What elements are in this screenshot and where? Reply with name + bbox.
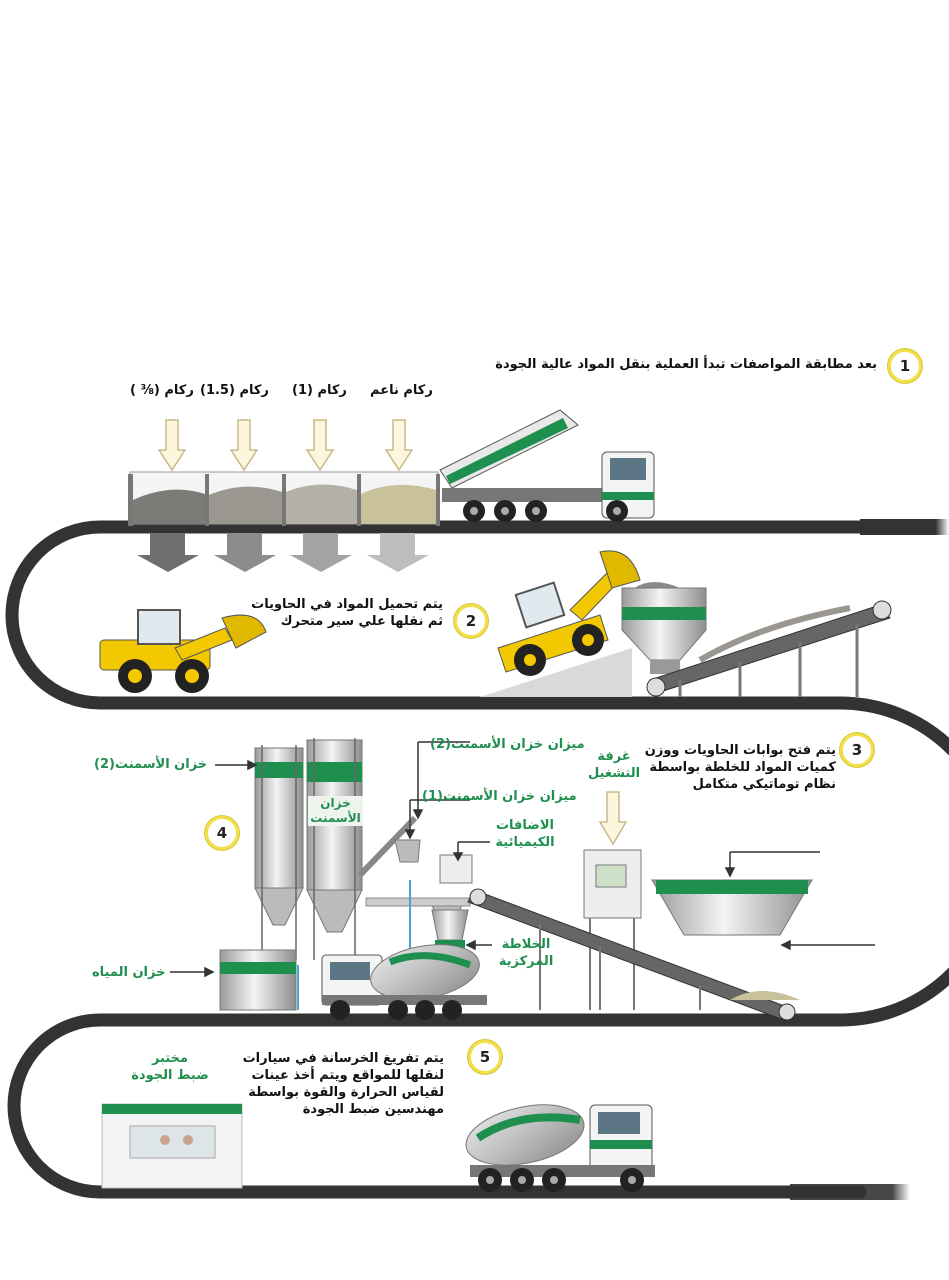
aggregate-1-5-label: ركام (1.5) xyxy=(200,383,269,398)
quality-lab-label xyxy=(124,1050,216,1084)
water-tank-label: خزان المياه xyxy=(92,965,166,980)
cement-silo-label xyxy=(308,796,363,826)
step-1-badge: 1 xyxy=(888,349,922,383)
weigh-hopper-icon xyxy=(652,880,812,1000)
step-5-line-4: مهندسين ضبط الجودة xyxy=(302,1102,444,1117)
quality-lab-label-line-1: مختبر xyxy=(151,1051,189,1066)
additives-label-line-1: الاضافات xyxy=(495,818,555,833)
control-room-icon xyxy=(584,850,641,1010)
aggregate-bins xyxy=(128,472,440,526)
cement-silo-label-line-2: الأسمنت xyxy=(310,811,361,825)
step-2-line-2: ثم نقلها علي سير متحرك xyxy=(280,614,443,629)
aggregate-1-label: ركام (1) xyxy=(292,383,347,398)
mixer-truck-plant-icon xyxy=(322,937,487,1020)
step-3-line-1: يتم فتح بوابات الحاويات ووزن xyxy=(644,743,836,758)
wheel-loader-left-icon xyxy=(100,610,266,693)
step-5-line-3: لقياس الحرارة والقوة بواسطة xyxy=(248,1085,444,1100)
step-5-badge: 5 xyxy=(468,1040,502,1074)
control-room-label-line-1: غرفة xyxy=(597,749,631,764)
step-2-text xyxy=(251,596,443,630)
bin-discharge-arrows xyxy=(137,533,429,572)
control-room-label-line-2: التشغيل xyxy=(587,766,641,781)
aggregate-3-8-label: ركام (⅜ ) xyxy=(130,383,194,398)
control-room-label xyxy=(584,748,644,782)
step-5-text xyxy=(243,1050,444,1118)
step-2-badge: 2 xyxy=(454,604,488,638)
cement-silo-label-line-1: خزان xyxy=(320,796,351,810)
cement-silos-icon xyxy=(255,738,362,960)
central-mixer-icon xyxy=(432,910,468,950)
additives-label-line-2: الكيميائية xyxy=(495,835,555,850)
central-mixer-label-line-1: الخلاطة xyxy=(501,937,551,952)
step-5-line-1: يتم تفريغ الخرسانة في سيارات xyxy=(242,1051,444,1066)
dump-truck-icon xyxy=(440,410,654,522)
central-mixer-label-line-2: المركزية xyxy=(498,954,554,969)
quality-lab-label-line-2: ضبط الجودة xyxy=(131,1068,209,1083)
central-mixer-label xyxy=(492,936,560,970)
step-3-badge: 3 xyxy=(840,733,874,767)
step-3-line-3: نظام توماتيكي متكامل xyxy=(692,777,836,792)
mixer-truck-delivery-icon xyxy=(460,1095,655,1192)
additives-label xyxy=(490,817,560,851)
feed-hopper-icon xyxy=(622,582,706,674)
aggregate-fine-label: ركام ناعم xyxy=(370,383,433,398)
step-3-text xyxy=(645,742,836,793)
step-5-line-2: لنقلها للمواقع ويتم أخذ عينات xyxy=(251,1068,444,1083)
scale-1-label: ميزان خزان الأسمنت(1) xyxy=(422,789,577,804)
water-tank-icon xyxy=(220,950,296,1010)
scale-2-label: ميزان خزان الأسمنت(2) xyxy=(430,737,585,752)
step-3-line-2: كميات المواد للخلطة بواسطة xyxy=(649,760,836,775)
cement-silo-2-label: خزان الأسمنت(2) xyxy=(94,757,208,772)
step-4-badge: 4 xyxy=(205,816,239,850)
aggregate-input-arrows xyxy=(159,420,412,470)
step-2-line-1: يتم تحميل المواد في الحاويات xyxy=(251,597,443,612)
quality-lab-icon xyxy=(102,1104,242,1188)
control-room-arrow xyxy=(600,792,626,844)
step-1-text: بعد مطابقة المواصفات تبدأ العملية بنقل المواد عالية الجودة xyxy=(495,357,877,372)
